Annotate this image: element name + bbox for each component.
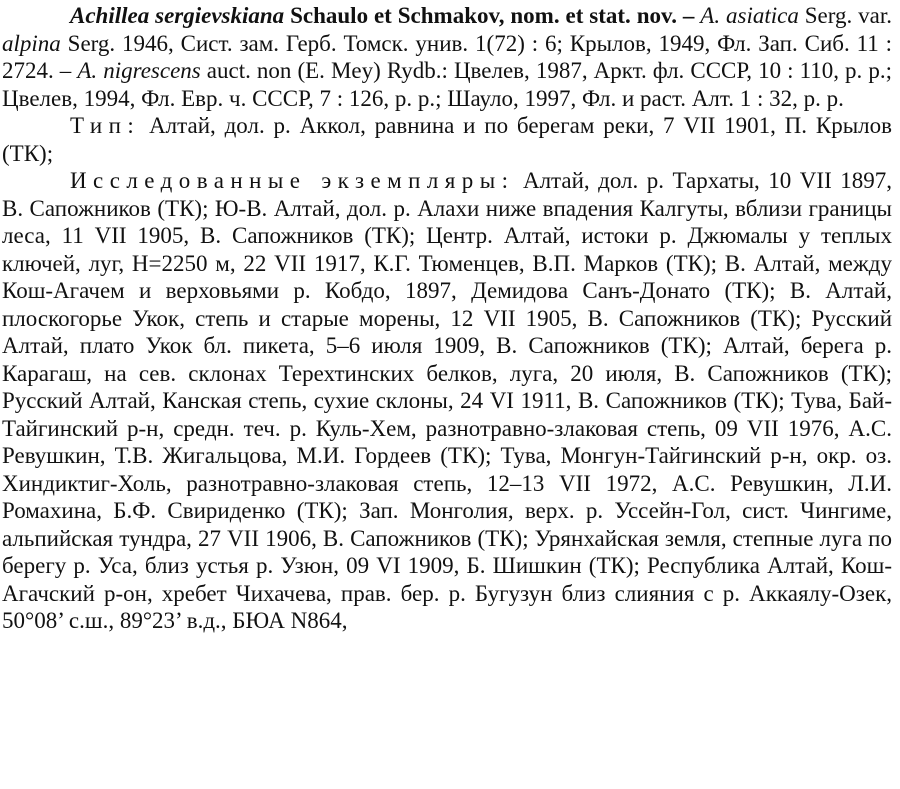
specimens-paragraph	[2, 167, 892, 635]
synonym-2-name: A. nigrescens	[77, 58, 201, 83]
synonym-1-references: Serg. 1946, Сист. зам. Герб. Томск. унив. 1(72) : 6; Крылов, 1949, Фл. Зап. Сиб. 11 : 2724. –	[2, 30, 892, 83]
type-paragraph	[2, 112, 892, 167]
synonym-2-references: auct. non (E. Mey) Rydb.: Цвелев, 1987, Аркт. фл. СССР, 10 : 110, р. р.; Цвелев, 1994, Фл. Евр. ч. СССР, 7 : 126, р. р.; Шауло, 1997, Фл. и раст. Алт. 1 : 32, р. р.	[2, 58, 892, 111]
species-name: Achillea sergievskiana	[70, 3, 285, 28]
specimens-label: Исследованные экземпляры:	[70, 168, 515, 193]
type-text: Алтай, дол. р. Аккол, равнина и по берегам реки, 7 VII 1901, П. Крылов (ТК);	[2, 113, 892, 166]
specimens-text: Алтай, дол. р. Тархаты, 10 VII 1897, В. Сапожников (ТК); Ю-В. Алтай, дол. р. Алахи ниже впадения Калгуты, вблизи границы леса, 11 VII 1905, В. Сапожников (ТК); Центр. Алтай, истоки р. Джюмалы у теплых ключей, луг, H=2250 м, 22 VII 1917, К.Г. Тюменцев, В.П. Марков (ТК); В. Алтай, между Кош-Агачем и верховьями р. Кобдо, 1897, Демидова Санъ-Донато (ТК); В. Алтай, плоскогорье Укок, степь и старые морены, 12 VII 1905, В. Сапожников (ТК); Русский Алтай, плато Укок бл. пикета, 5–6 июля 1909, В. Сапожников (ТК); Алтай, берега р. Карагаш, на сев. склонах Терехтинских белков, луга, 20 июля, В. Сапожников (ТК); Русский Алтай, Канская степь, сухие склоны, 24 VI 1911, В. Сапожников (ТК); Тува, Бай-Тайгинский р-н, средн. теч. р. Куль-Хем, разнотравно-злаковая степь, 09 VII 1976, А.С. Ревушкин, Т.В. Жигальцова, М.И. Гордеев (ТК); Тува, Монгун-Тайгинский р-н, окр. оз. Хиндиктиг-Холь, разнотравно-злаковая степь, 12–13 VII 1972, А.С. Ревушкин, Л.И. Ромахина, Б.Ф. Свириденко (ТК); Зап. Монголия, верх. р. Уссейн-Гол, сист. Чингиме, альпийская тундра, 27 VII 1906, В. Сапожников (ТК); Урянхайская земля, степные луга по берегу р. Уса, близ устья р. Узюн, 09 VI 1909, Б. Шишкин (ТК); Республика Алтай, Кош-Агачский р-он, хребет Чихачева, прав. бер. р. Бугузун близ слияния с р. Аккаялу-Озек, 50°08’ с.ш., 89°23’ в.д., БЮА N864,	[2, 168, 892, 633]
species-entry-paragraph	[2, 2, 892, 112]
synonym-1-variety: alpina	[2, 30, 61, 56]
synonym-1-name: A. asiatica	[700, 3, 799, 28]
species-authority: Schaulo et Schmakov, nom. et stat. nov. –	[284, 3, 695, 28]
type-label: Тип:	[70, 113, 141, 138]
synonym-1-author: Serg. var.	[798, 3, 893, 28]
